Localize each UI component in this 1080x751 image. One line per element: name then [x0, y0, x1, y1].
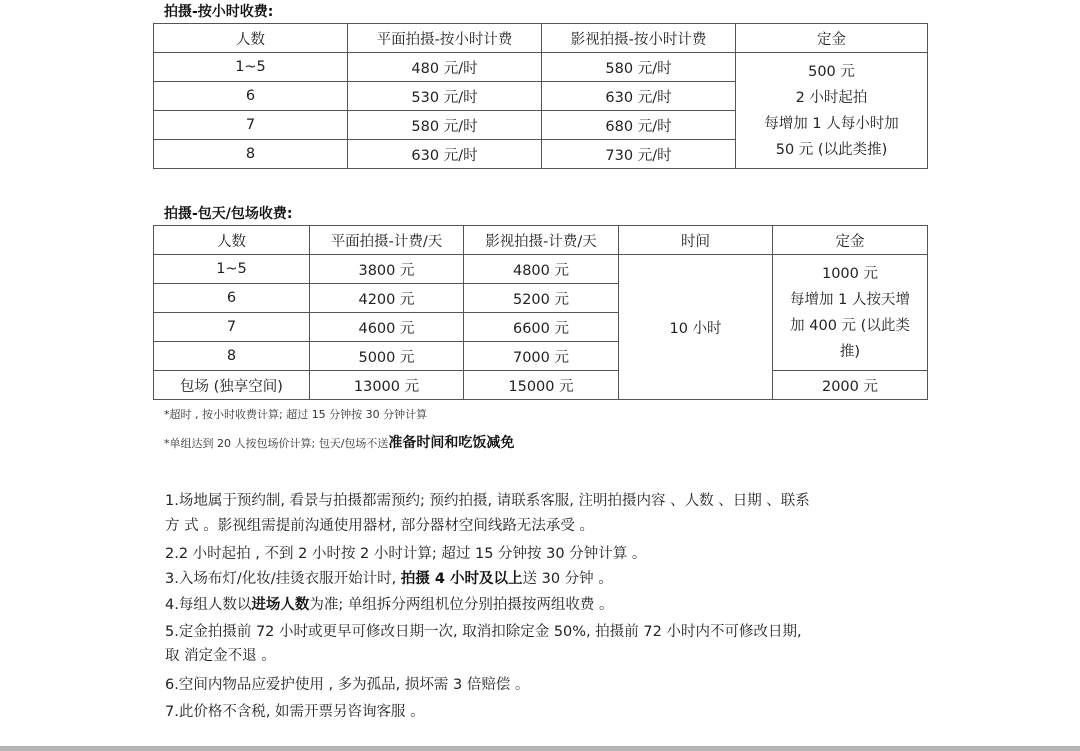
rule-4-text-b: 为准; 单组拆分两组机位分别拍摄按两组收费 。	[309, 597, 614, 613]
header-photo-daily: 平面拍摄-计费/天	[310, 226, 464, 255]
people-cell: 1~5	[154, 255, 310, 284]
header-people: 人数	[154, 24, 348, 53]
deposit-amount: 500 元	[808, 63, 855, 80]
header-video-hourly: 影视拍摄-按小时计费	[542, 24, 736, 53]
rule-3-text-a: 3.入场布灯/化妆/挂烫衣服开始计时,	[165, 571, 401, 587]
rule-6: 6.空间内物品应爱护使用 , 多为孤品, 损坏需 3 倍赔偿 。	[165, 677, 530, 693]
daily-price-table	[153, 225, 928, 400]
people-cell: 6	[154, 284, 310, 313]
header-video-daily: 影视拍摄-计费/天	[464, 226, 619, 255]
venue-deposit-cell: 2000 元	[773, 371, 928, 400]
hourly-section-title: 拍摄-按小时收费:	[164, 4, 274, 20]
deposit-extra-line1: 每增加 1 人按天增	[790, 291, 910, 308]
photo-price-cell: 530 元/时	[348, 82, 542, 111]
rule-2: 2.2 小时起拍 , 不到 2 小时按 2 小时计算; 超过 15 分钟按 30 分钟计算 。	[165, 546, 647, 562]
bottom-divider	[0, 746, 1080, 751]
header-people: 人数	[154, 226, 310, 255]
deposit-extra-line2: 加 400 元 (以此类	[790, 317, 910, 334]
video-price-cell: 580 元/时	[542, 53, 736, 82]
photo-price-cell: 580 元/时	[348, 111, 542, 140]
photo-price-cell: 5000 元	[310, 342, 464, 371]
daily-time-cell: 10 小时	[619, 255, 773, 400]
rule-4	[165, 593, 613, 614]
people-cell: 8	[154, 342, 310, 371]
rule-3	[165, 567, 613, 588]
rule-1-line-2: 方 式 。影视组需提前沟通使用器材, 部分器材空间线路无法承受 。	[165, 518, 595, 534]
photo-price-cell: 3800 元	[310, 255, 464, 284]
photo-price-cell: 13000 元	[310, 371, 464, 400]
group-note	[164, 432, 514, 452]
group-note-bold: 准备时间和吃饭减免	[388, 435, 515, 451]
table-header-row	[154, 226, 928, 255]
video-price-cell: 7000 元	[464, 342, 619, 371]
people-cell: 7	[154, 111, 348, 140]
deposit-extra-line3: 推)	[839, 343, 861, 360]
header-photo-hourly: 平面拍摄-按小时计费	[348, 24, 542, 53]
rule-7: 7.此价格不含税, 如需开票另咨询客服 。	[165, 704, 425, 720]
people-cell: 7	[154, 313, 310, 342]
photo-price-cell: 4200 元	[310, 284, 464, 313]
photo-price-cell: 630 元/时	[348, 140, 542, 169]
video-price-cell: 6600 元	[464, 313, 619, 342]
video-price-cell: 680 元/时	[542, 111, 736, 140]
hourly-deposit-cell	[736, 53, 928, 169]
photo-price-cell: 4600 元	[310, 313, 464, 342]
people-cell: 1~5	[154, 53, 348, 82]
header-deposit: 定金	[736, 24, 928, 53]
rule-5-line-2: 取 消定金不退 。	[165, 648, 276, 664]
table-header-row	[154, 24, 928, 53]
people-cell: 包场 (独享空间)	[154, 371, 310, 400]
video-price-cell: 730 元/时	[542, 140, 736, 169]
rule-3-text-b: 送 30 分钟 。	[522, 571, 613, 587]
photo-price-cell: 480 元/时	[348, 53, 542, 82]
table-row	[154, 53, 928, 82]
video-price-cell: 630 元/时	[542, 82, 736, 111]
deposit-extra-line2: 50 元 (以此类推)	[775, 141, 888, 158]
video-price-cell: 5200 元	[464, 284, 619, 313]
hourly-price-table	[153, 23, 928, 169]
rule-3-bold: 拍摄 4 小时及以上	[400, 571, 523, 587]
video-price-cell: 15000 元	[464, 371, 619, 400]
rule-5-line-1: 5.定金拍摄前 72 小时或更早可修改日期一次, 取消扣除定金 50%, 拍摄前 72 小时内不可修改日期,	[165, 624, 802, 640]
table-row	[154, 371, 928, 400]
table-row	[154, 255, 928, 284]
rule-4-bold: 进场人数	[251, 597, 310, 613]
people-cell: 8	[154, 140, 348, 169]
rule-4-text-a: 4.每组人数以	[165, 597, 252, 613]
video-price-cell: 4800 元	[464, 255, 619, 284]
rule-1-line-1: 1.场地属于预约制, 看景与拍摄都需预约; 预约拍摄, 请联系客服, 注明拍摄内容 、人数 、日期 、联系	[165, 493, 810, 509]
people-cell: 6	[154, 82, 348, 111]
daily-section-title: 拍摄-包天/包场收费:	[164, 206, 293, 222]
daily-deposit-cell	[773, 255, 928, 371]
deposit-amount: 1000 元	[821, 265, 878, 282]
header-time: 时间	[619, 226, 773, 255]
header-deposit: 定金	[773, 226, 928, 255]
deposit-extra-line1: 每增加 1 人每小时加	[764, 115, 899, 132]
overtime-note: *超时 , 按小时收费计算; 超过 15 分钟按 30 分钟计算	[164, 408, 428, 421]
deposit-min-hours: 2 小时起拍	[795, 89, 868, 106]
group-note-text: *单组达到 20 人按包场价计算; 包天/包场不送	[164, 437, 389, 450]
